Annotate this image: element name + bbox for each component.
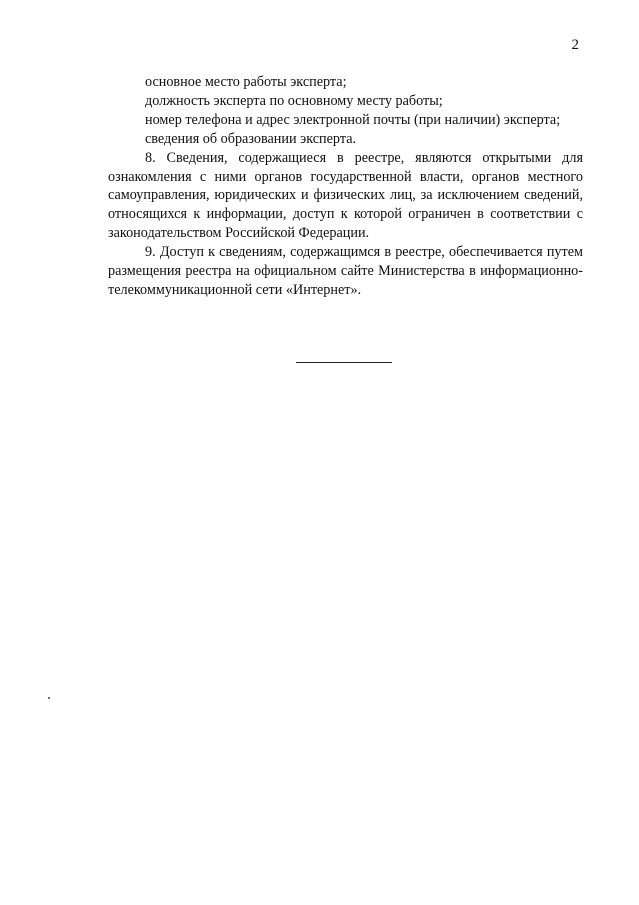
paragraph-workplace: основное место работы эксперта;: [145, 74, 347, 90]
paragraph-education: сведения об образовании эксперта.: [145, 130, 357, 147]
paragraph-item-8: 8. Сведения, содержащиеся в реестре, являются открытыми для ознакомления с ними органов государственной власти, органов местного самоуправления, юридических и физических лиц, за исключением сведений, относящихся к информации, доступ к которой ограничен в соответствии с законодательством Российской Федерации.: [108, 149, 583, 242]
document-body: [108, 73, 583, 300]
closing-divider: [296, 362, 392, 363]
paragraph-item-9: 9. Доступ к сведениям, содержащимся в реестре, обеспечивается путем размещения реестра на официальном сайте Министерства в информационно-телекоммуникационной сети «Интернет».: [108, 244, 583, 298]
paragraph-contacts: номер телефона и адрес электронной почты (при наличии) эксперта;: [145, 111, 561, 128]
page-number: 2: [571, 37, 579, 53]
paragraph-position: должность эксперта по основному месту работы;: [145, 92, 443, 109]
scan-mark: [48, 697, 50, 699]
